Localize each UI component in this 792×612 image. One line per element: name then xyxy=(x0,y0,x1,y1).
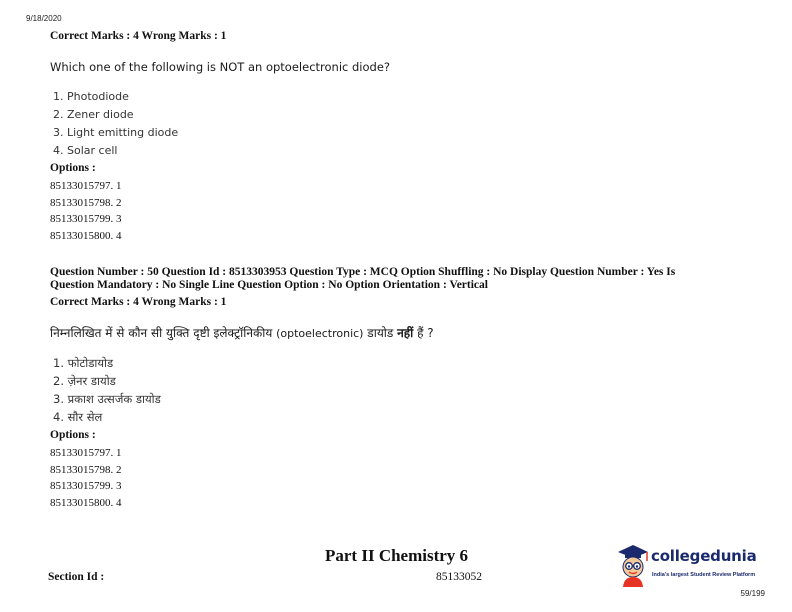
collegedunia-tagline: India's largest Student Review Platform xyxy=(652,572,756,578)
question2-marks: Correct Marks : 4 Wrong Marks : 1 xyxy=(50,296,227,308)
question2-meta-line1: Question Number : 50 Question Id : 8513303953 Question Type : MCQ Option Shuffling : No Display Question Number : Yes Is xyxy=(50,266,676,278)
option-id: 85133015797. 1 xyxy=(50,447,122,459)
choice-item: 2. ज़ेनर डायोड xyxy=(53,374,116,388)
choice-item: 3. प्रकाश उत्सर्जक डायोड xyxy=(53,392,161,406)
choice-item: 1. फोटोडायोड xyxy=(53,356,114,370)
question2-text-part2: (optoelectronic) xyxy=(276,327,364,340)
question2-options-label: Options : xyxy=(50,429,96,441)
option-id: 85133015799. 3 xyxy=(50,480,122,492)
option-id: 85133015800. 4 xyxy=(50,229,122,242)
collegedunia-mascot-icon xyxy=(614,542,652,588)
question2-meta-line2: Question Mandatory : No Single Line Question Option : No Option Orientation : Vertical xyxy=(50,279,488,291)
choice-item: 1. Photodiode xyxy=(53,90,129,103)
question1-options-label: Options : xyxy=(50,162,96,174)
question1-marks: Correct Marks : 4 Wrong Marks : 1 xyxy=(50,30,227,42)
option-id: 85133015797. 1 xyxy=(50,180,122,192)
question2-text-part1: निम्नलिखित में से कौन सी युक्ति दृष्टी इलेक्ट्रॉनिकीय xyxy=(50,326,277,340)
question2-text xyxy=(50,324,434,341)
choice-item: 3. Light emitting diode xyxy=(53,126,179,139)
page-number: 59/199 xyxy=(740,589,765,598)
question2-option-ids xyxy=(50,445,122,511)
question1-option-ids xyxy=(50,178,122,244)
choice-item: 2. Zener diode xyxy=(53,108,134,121)
option-id: 85133015799. 3 xyxy=(50,213,122,225)
collegedunia-logo-text: collegedunia xyxy=(651,547,757,565)
choice-item: 4. सौर सेल xyxy=(53,410,103,424)
section-id-label: Section Id : xyxy=(48,571,105,583)
question2-text-part4: हैं ? xyxy=(413,326,434,340)
part-title: Part II Chemistry 6 xyxy=(325,546,469,565)
question2-meta xyxy=(50,266,720,292)
option-id: 85133015798. 2 xyxy=(50,196,122,209)
question2-text-part3: डायोड xyxy=(363,326,398,340)
option-id: 85133015800. 4 xyxy=(50,496,122,509)
question2-text-bold: नहीं xyxy=(397,326,414,340)
choice-item: 4. Solar cell xyxy=(53,144,118,157)
option-id: 85133015798. 2 xyxy=(50,463,122,476)
question2-choices xyxy=(53,354,161,426)
question1-choices xyxy=(53,88,178,160)
question1-text: Which one of the following is NOT an optoelectronic diode? xyxy=(50,60,391,74)
section-id-value: 85133052 xyxy=(436,571,482,583)
print-date: 9/18/2020 xyxy=(26,14,62,23)
